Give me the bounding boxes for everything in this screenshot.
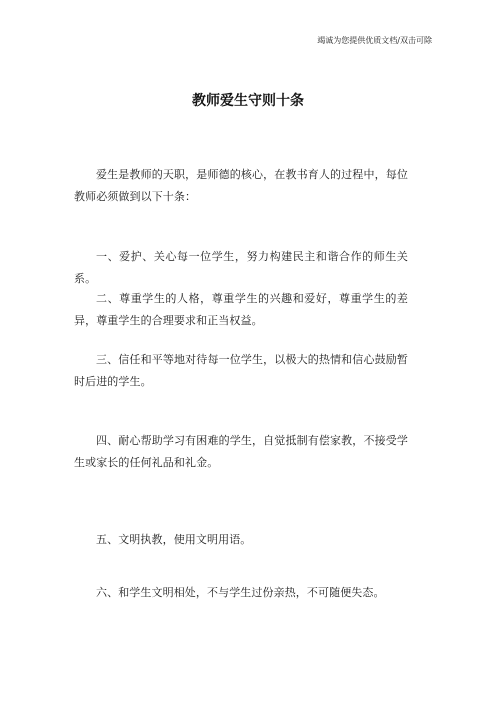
rule-item-1: 一、爱护、关心每一位学生，努力构建民主和谐合作的师生关系。 (74, 250, 408, 285)
rule-item-4: 四、耐心帮助学习有困难的学生，自觉抵制有偿家教，不接受学生或家长的任何礼品和礼金。 (74, 434, 408, 469)
rule-item-3: 三、信任和平等地对待每一位学生，以极大的热情和信心鼓励暂时后进的学生。 (74, 353, 408, 388)
rule-item-6: 六、和学生文明相处，不与学生过份亲热，不可随便失态。 (96, 586, 385, 599)
intro-paragraph: 爱生是教师的天职，是师德的核心，在教书育人的过程中，每位教师必须做到以下十条： (74, 168, 408, 203)
rule-item-5: 五、文明执教，使用文明用语。 (96, 533, 252, 546)
document-title: 教师爱生守则十条 (192, 93, 304, 109)
header-note: 竭诚为您提供优质文档/双击可除 (317, 36, 432, 45)
rule-item-2: 二、尊重学生的人格，尊重学生的兴趣和爱好，尊重学生的差异，尊重学生的合理要求和正当权益。 (74, 292, 408, 327)
